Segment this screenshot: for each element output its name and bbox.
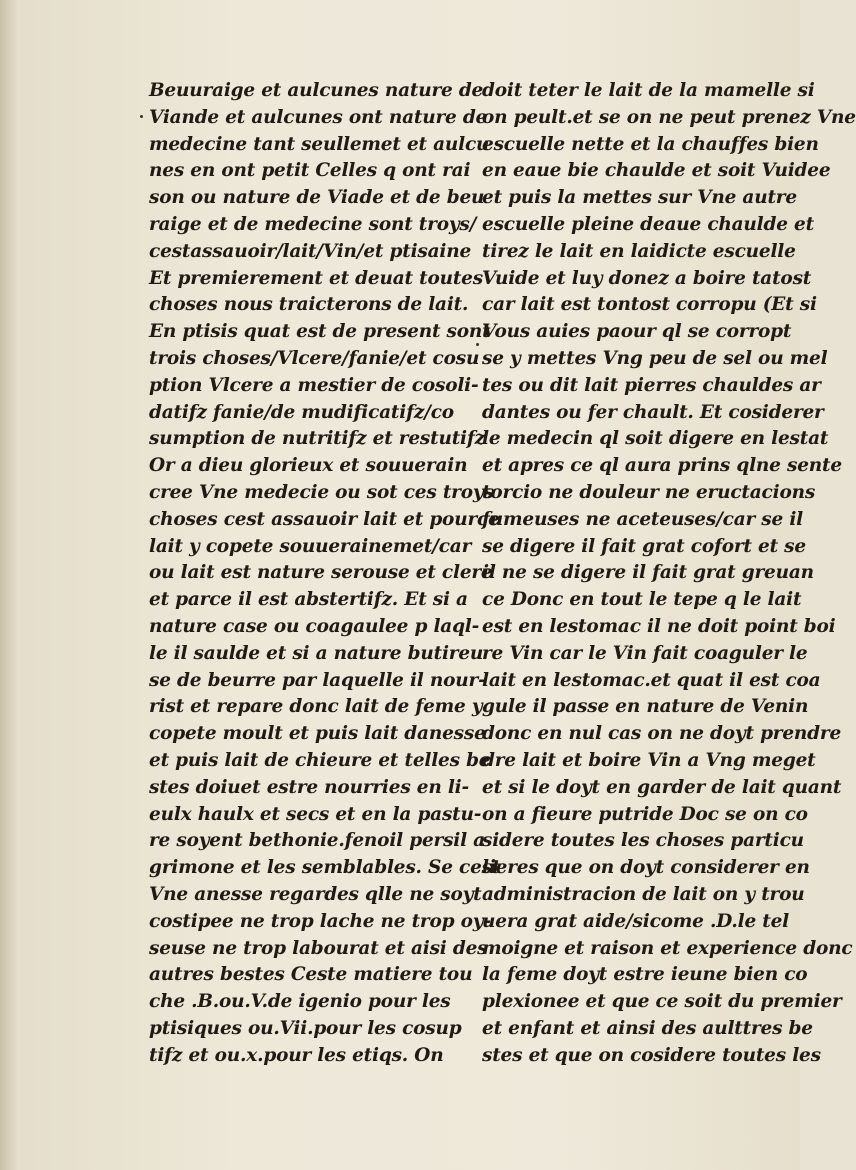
right-column-line: administracion de lait on y trou bbox=[482, 883, 805, 905]
right-column-line: uera grat aide/sicome .D.le tel bbox=[482, 910, 790, 932]
left-column-line: En ptisis quat est de present sont bbox=[149, 321, 491, 343]
left-column-line: tifz et ou.x.pour les etiqs. On bbox=[149, 1044, 444, 1066]
left-column-line: Beuuraige et aulcunes nature de bbox=[149, 80, 484, 101]
left-column-line: et parce il est abstertifz. Et si a bbox=[149, 589, 468, 611]
left-column-line: ptisiques ou.Vii.pour les cosup bbox=[149, 1017, 462, 1039]
right-column-line: plexionee et que ce soit du premier bbox=[482, 991, 842, 1013]
right-column-line: doit teter le lait de la mamelle si bbox=[482, 80, 815, 101]
right-column-line: la feme doyt estre ieune bien co bbox=[482, 964, 808, 986]
right-column-line: escuelle pleine deaue chaulde et bbox=[482, 213, 814, 235]
left-column-line: cestassauoir/lait/Vin/et ptisaine bbox=[149, 240, 472, 262]
left-column-line: Or a dieu glorieux et souuerain bbox=[149, 455, 468, 477]
left-column-line: nes en ont petit Celles q ont rai bbox=[149, 160, 471, 182]
right-column-line: et si le doyt en garder de lait quant bbox=[482, 776, 842, 798]
left-column-line: che .B.ou.V.de igenio pour les bbox=[149, 991, 451, 1013]
left-column-line: nature case ou coagaulee p laql- bbox=[149, 615, 480, 637]
right-column-line: est en lestomac il ne doit point boi bbox=[482, 615, 836, 637]
left-column-line: choses cest assauoir lait et pource bbox=[149, 508, 500, 530]
page-gutter-shadow bbox=[0, 0, 18, 1170]
right-column-line: ce Donc en tout le tepe q le lait bbox=[482, 589, 802, 611]
left-column-line: Vne anesse regardes qlle ne soyt bbox=[149, 883, 482, 905]
right-column-line: Vous auies paour ql se corropt bbox=[482, 321, 792, 343]
right-column-line: gule il passe en nature de Venin bbox=[482, 696, 809, 718]
left-column-line: eulx haulx et secs et en la pastu- bbox=[149, 803, 482, 825]
right-column-line: il ne se digere il fait grat greuan bbox=[482, 562, 814, 584]
margin-mark bbox=[140, 115, 143, 118]
right-column-line: fumeuses ne aceteuses/car se il bbox=[482, 508, 803, 530]
left-column-line: Viande et aulcunes ont nature de bbox=[149, 106, 488, 128]
left-column-line: son ou nature de Viade et de beu bbox=[149, 187, 485, 209]
right-column-line: se digere il fait grat cofort et se bbox=[482, 535, 806, 557]
right-column-line: on peult.et se on ne peut prenez Vne bbox=[482, 106, 856, 128]
left-column-line: raige et de medecine sont troys/ bbox=[149, 213, 477, 235]
left-column-line: lait y copete souuerainemet/car bbox=[149, 535, 472, 557]
left-column-line: sumption de nutritifz et restutifz bbox=[149, 428, 485, 450]
right-column-line: sidere toutes les choses particu bbox=[482, 830, 804, 852]
right-column-line: et puis la mettes sur Vne autre bbox=[482, 187, 797, 209]
left-column-line: trois choses/Vlcere/fanie/et cosu bbox=[149, 347, 480, 369]
right-column-line: tirez le lait en laidicte escuelle bbox=[482, 240, 796, 262]
right-column-line: re Vin car le Vin fait coaguler le bbox=[482, 642, 808, 664]
left-column-line: se de beurre par laquelle il nour- bbox=[149, 669, 486, 691]
left-column-line: seuse ne trop labourat et aisi des bbox=[149, 937, 488, 959]
left-column-line: datifz fanie/de mudificatifz/co bbox=[149, 401, 454, 423]
right-column-line: lait en lestomac.et quat il est coa bbox=[482, 669, 821, 691]
left-column-line: et puis lait de chieure et telles be bbox=[149, 749, 491, 771]
right-column-line: lieres que on doyt considerer en bbox=[482, 857, 810, 879]
left-column-line: rist et repare donc lait de feme y bbox=[149, 696, 483, 718]
right-column-line: escuelle nette et la chauffes bien bbox=[482, 133, 819, 155]
left-column-line: autres bestes Ceste matiere tou bbox=[149, 964, 473, 986]
right-text-column bbox=[480, 78, 856, 1069]
left-column-line: copete moult et puis lait danesse bbox=[149, 723, 486, 745]
left-column-line: Et premierement et deuat toutes bbox=[149, 267, 483, 289]
left-column-line: cree Vne medecie ou sot ces troys bbox=[149, 481, 494, 503]
right-column-line: car lait est tontost corropu (Et si bbox=[482, 294, 817, 316]
right-column-line: dantes ou fer chault. Et cosiderer bbox=[482, 401, 824, 423]
right-column-line: et apres ce ql aura prins qlne sente bbox=[482, 455, 842, 477]
right-column-line: tes ou dit lait pierres chauldes ar bbox=[482, 374, 821, 396]
right-column-line: en eaue bie chaulde et soit Vuidee bbox=[482, 160, 831, 182]
right-column-line: donc en nul cas on ne doyt prendre bbox=[482, 723, 842, 745]
right-column-line: torcio ne douleur ne eructacions bbox=[482, 481, 816, 503]
right-column-line: stes et que on cosidere toutes les bbox=[482, 1044, 821, 1066]
left-column-line: choses nous traicterons de lait. bbox=[149, 294, 469, 316]
left-column-line: ou lait est nature serouse et clere bbox=[149, 562, 493, 584]
left-text-column bbox=[145, 78, 501, 1069]
right-column-line: Vuide et luy donez a boire tatost bbox=[482, 267, 812, 289]
right-column-line: et enfant et ainsi des aulttres be bbox=[482, 1017, 813, 1039]
right-column-line: on a fieure putride Doc se on co bbox=[482, 803, 808, 825]
left-column-line: costipee ne trop lache ne trop oy- bbox=[149, 910, 491, 932]
left-column-line: re soyent bethonie.fenoil persil a bbox=[149, 830, 485, 852]
left-column-line: stes doiuet estre nourries en li- bbox=[149, 776, 469, 798]
left-column-line: ption Vlcere a mestier de cosoli- bbox=[149, 374, 479, 396]
left-column-line: medecine tant seullemet et aulcu bbox=[149, 133, 490, 155]
left-column-line: grimone et les semblables. Se cest bbox=[149, 857, 501, 879]
right-column-line: moigne et raison et experience donc bbox=[482, 937, 853, 959]
right-column-line: se y mettes Vng peu de sel ou mel bbox=[482, 347, 828, 369]
right-column-line: le medecin ql soit digere en lestat bbox=[482, 428, 829, 450]
left-column-line: le il saulde et si a nature butireu bbox=[149, 642, 484, 664]
right-column-line: dre lait et boire Vin a Vng meget bbox=[482, 749, 816, 771]
